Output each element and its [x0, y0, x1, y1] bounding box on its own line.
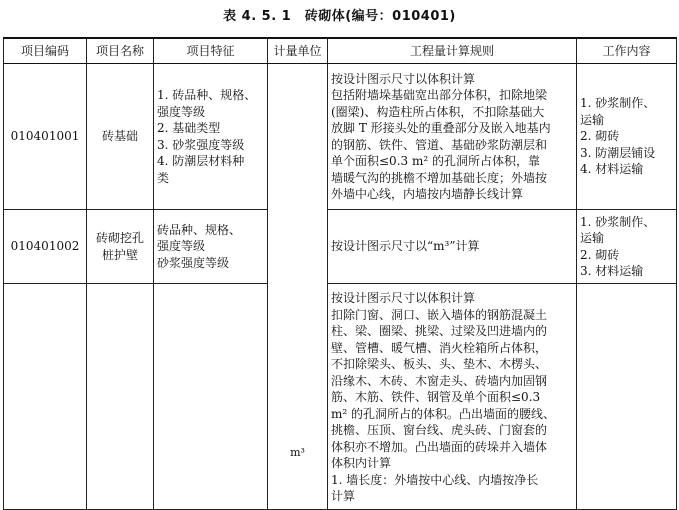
- rule-line: 外墙中心线，内墙按内墙静长线计算: [331, 187, 524, 201]
- feature-line: 砂浆强度等级: [157, 255, 230, 270]
- header-unit: 计量单位: [268, 38, 328, 64]
- rule-line: 筋、木筋、铁件、钢管及单个面积≤0.3: [331, 390, 541, 404]
- rule-line: (圈梁)、构造柱所占体积，不扣除基础大: [331, 104, 545, 119]
- rule-line: 沿缘木、木砖、木窗走头、砖墙内加固钢: [331, 373, 548, 388]
- header-code: 项目编码: [4, 38, 87, 64]
- rule-line: 按设计图示尺寸以体积计算: [331, 291, 476, 305]
- work-line: 运输: [580, 112, 605, 127]
- work-line: 2. 砌砖: [580, 247, 620, 262]
- work-line: 运输: [580, 231, 605, 245]
- row2-features: [154, 210, 268, 284]
- work-line: 1. 砂浆制作、: [580, 214, 656, 229]
- rule-line: 柱、梁、圈梁、挑梁、过梁及凹进墙内的: [331, 324, 548, 338]
- feature-line: 强度等级: [157, 239, 206, 254]
- row2-name: [87, 210, 154, 284]
- row1-code: 010401001: [4, 64, 87, 210]
- header-rule: 工程量计算规则: [328, 38, 577, 64]
- work-line: 3. 防潮层铺设: [580, 145, 656, 160]
- row2-work: [577, 210, 677, 284]
- work-line: 2. 砌砖: [580, 129, 620, 144]
- rule-line: 1. 墙长度：外墙按中心线、内墙按净长: [331, 472, 539, 487]
- name-line: 砖砌挖孔: [95, 231, 144, 245]
- rule-line: 墙暖气沟的挑檐不增加基础长度；外墙按: [331, 170, 548, 185]
- work-line: 4. 材料运输: [580, 162, 644, 177]
- rule-line: 包括附墙垛基础宽出部分体积，扣除地梁: [331, 88, 548, 102]
- rule-line: m² 的孔洞所占的体积。凸出墙面的腰线、: [331, 406, 556, 421]
- row1-name: 砖基础: [87, 64, 154, 210]
- header-work: 工作内容: [577, 38, 677, 64]
- feature-line: 强度等级: [157, 104, 206, 119]
- table-row: [4, 64, 677, 210]
- rule-line: 体积亦不增加。凸出墙面的砖垛并入墙体: [331, 439, 548, 454]
- row2-code: 010401002: [4, 210, 87, 284]
- feature-line: 4. 防潮层材料种: [157, 154, 245, 168]
- table-row: [4, 210, 677, 284]
- rule-line: 放脚 T 形接头处的重叠部分及嵌入地基内: [331, 121, 551, 135]
- rule-line: 挑檐、压顶、窗台线、虎头砖、门窗套的: [331, 423, 548, 437]
- header-features: 项目特征: [154, 38, 268, 64]
- row3-work: [577, 284, 677, 510]
- row1-work: [577, 64, 677, 210]
- row1-rule: [328, 64, 577, 210]
- rule-line: 的钢筋、铁件、管道、基础砂浆防潮层和: [331, 137, 548, 152]
- rule-line: 扣除门窗、洞口、嵌入墙体的钢筋混凝土: [331, 307, 548, 322]
- feature-line: 3. 砂浆强度等级: [157, 137, 245, 152]
- header-row: [4, 38, 677, 64]
- table-title: 表 4. 5. 1 砖砌体(编号：010401): [223, 9, 456, 24]
- row3-code: [4, 284, 87, 510]
- rule-line: 按设计图示尺寸以“m³”计算: [331, 239, 480, 254]
- feature-line: 砖品种、规格、: [157, 222, 242, 237]
- brick-masonry-table: [3, 37, 677, 510]
- feature-line: 2. 基础类型: [157, 121, 221, 135]
- rule-line: 按设计图示尺寸以体积计算: [331, 71, 476, 86]
- feature-line: 类: [157, 170, 170, 185]
- name-line: 桩护壁: [101, 247, 138, 262]
- row3-rule: [328, 284, 577, 510]
- unit-value: m³: [290, 445, 305, 459]
- unit-cell: [268, 64, 328, 510]
- row3-features: [154, 284, 268, 510]
- rule-line: 单个面积≤0.3 m² 的孔洞所占体积，靠: [331, 154, 540, 168]
- row2-rule: [328, 210, 577, 284]
- rule-line: 体积内计算: [331, 456, 392, 470]
- work-line: 1. 砂浆制作、: [580, 96, 656, 111]
- feature-line: 1. 砖品种、规格、: [157, 88, 257, 102]
- header-name: 项目名称: [87, 38, 154, 64]
- table-row: [4, 284, 677, 510]
- row3-name: [87, 284, 154, 510]
- rule-line: 不扣除梁头、板头、头、垫木、木楞头、: [331, 357, 548, 371]
- rule-line: 计算: [331, 489, 356, 503]
- work-line: 3. 材料运输: [580, 264, 644, 278]
- row1-features: [154, 64, 268, 210]
- rule-line: 壁、管槽、暖气槽、消火栓箱所占体积，: [331, 340, 548, 355]
